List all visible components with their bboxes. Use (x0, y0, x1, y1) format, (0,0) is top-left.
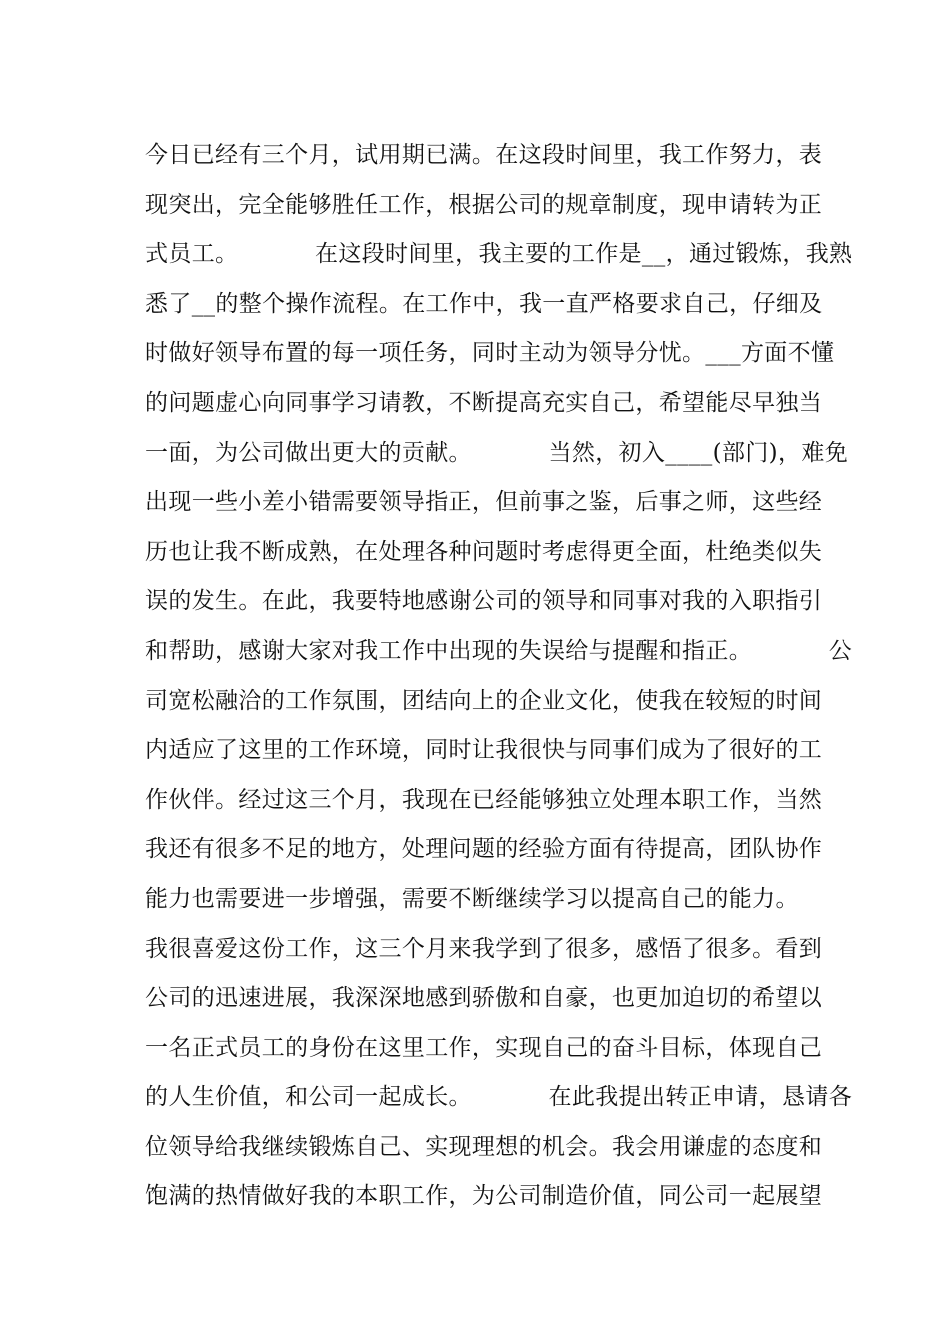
text-line: 一面，为公司做出更大的贡献。 当然，初入____(部门)，难免 (145, 439, 849, 466)
text-line: 饱满的热情做好我的本职工作，为公司制造价值，同公司一起展望 (145, 1183, 823, 1210)
text-line: 公司的迅速进展，我深深地感到骄傲和自豪，也更加迫切的希望以 (145, 985, 823, 1012)
text-line: 司宽松融洽的工作氛围，团结向上的企业文化，使我在较短的时间 (145, 687, 823, 714)
text-line: 我还有很多不足的地方，处理问题的经验方面有待提高，团队协作 (145, 836, 823, 863)
text-line: 出现一些小差小错需要领导指正，但前事之鉴，后事之师，这些经 (145, 489, 823, 516)
text-line: 今日已经有三个月，试用期已满。在这段时间里，我工作努力，表 (145, 142, 823, 168)
text-line: 能力也需要进一步增强，需要不断继续学习以提高自己的能力。 (145, 885, 799, 912)
text-line: 的人生价值，和公司一起成长。 在此我提出转正申请，恳请各 (145, 1084, 853, 1111)
text-line: 作伙伴。经过这三个月，我现在已经能够独立处理本职工作，当然 (145, 786, 823, 813)
text-line: 时做好领导布置的每一项任务，同时主动为领导分忧。___方面不懂 (145, 340, 835, 367)
text-line: 一名正式员工的身份在这里工作，实现自己的奋斗目标，体现自己 (145, 1034, 823, 1061)
text-line: 现突出，完全能够胜任工作，根据公司的规章制度，现申请转为正 (145, 191, 823, 218)
text-line: 历也让我不断成熟，在处理各种问题时考虑得更全面，杜绝类似失 (145, 538, 823, 565)
text-line: 我很喜爱这份工作，这三个月来我学到了很多，感悟了很多。看到 (145, 935, 823, 962)
text-line: 内适应了这里的工作环境，同时让我很快与同事们成为了很好的工 (145, 737, 823, 764)
text-line: 误的发生。在此，我要特地感谢公司的领导和同事对我的入职指引 (145, 588, 823, 615)
text-line: 的问题虚心向同事学习请教，不断提高充实自己，希望能尽早独当 (145, 389, 823, 416)
body-text (145, 131, 853, 1222)
text-line: 位领导给我继续锻炼自己、实现理想的机会。我会用谦虚的态度和 (145, 1133, 823, 1160)
text-line: 式员工。 在这段时间里，我主要的工作是__，通过锻炼，我熟 (145, 241, 853, 268)
text-line: 和帮助，感谢大家对我工作中出现的失误给与提醒和指正。 公 (145, 637, 853, 664)
text-line: 悉了__的整个操作流程。在工作中，我一直严格要求自己，仔细及 (145, 290, 823, 317)
